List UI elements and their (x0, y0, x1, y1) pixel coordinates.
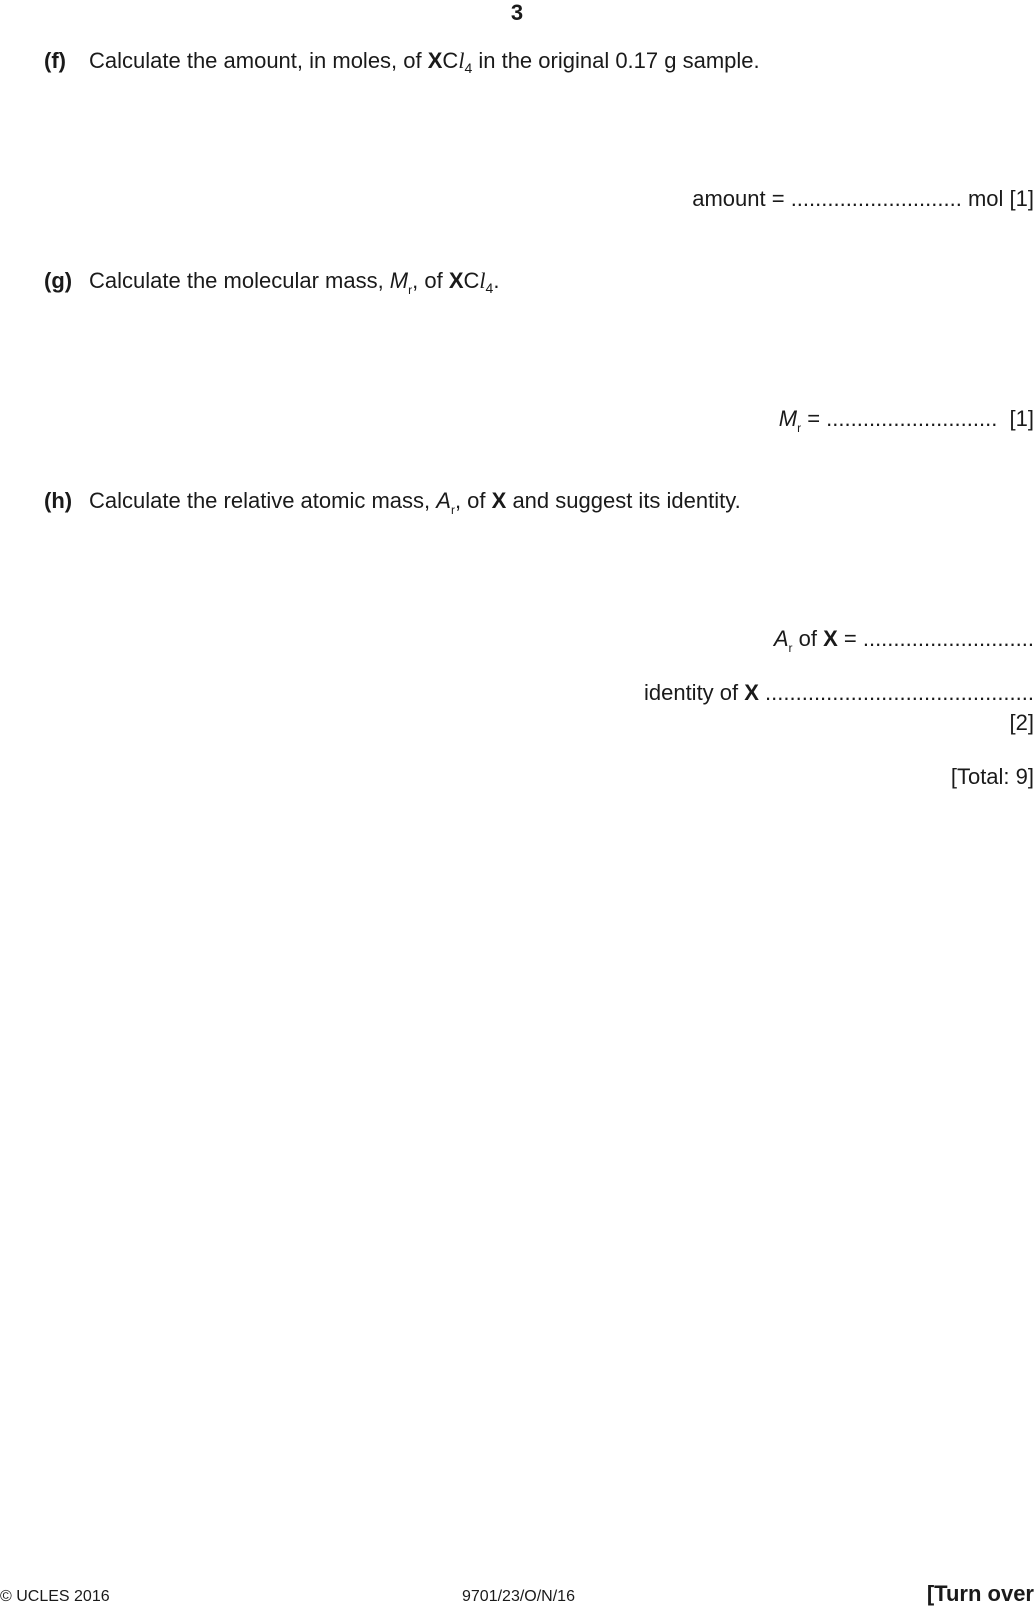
question-text-f: Calculate the amount, in moles, of XCl$_4$ in the original 0.17 g sample. (89, 48, 760, 76)
marks-g: [1] (997, 406, 1034, 431)
marks-f: [1] (1009, 186, 1034, 211)
page-number: 3 (510, 0, 524, 25)
answer-line-ar[interactable]: $A_r$ of X = ............................ (773, 626, 1034, 655)
total-marks: [Total: 9] (950, 764, 1034, 789)
answer-line-mr[interactable]: $M_r$ = ............................ [1] (778, 406, 1034, 435)
marks-h: [2] (1009, 710, 1034, 735)
question-text-g: Calculate the molecular mass, $M_r$, of XCl$_4$. (89, 268, 500, 297)
answer-line-amount[interactable]: amount = ............................ mol [1] (692, 186, 1034, 211)
footer-paper-code: 9701/23/O/N/16 (462, 1588, 575, 1605)
question-text-h: Calculate the relative atomic mass, $A_r$, of X and suggest its identity. (89, 488, 741, 517)
answer-line-identity[interactable]: identity of X ............................................ (643, 680, 1034, 705)
footer-copyright: © UCLES 2016 (0, 1588, 110, 1605)
footer-turn-over: [Turn over (926, 1581, 1034, 1606)
question-label-h: (h) (44, 488, 73, 513)
question-label-g: (g) (44, 268, 73, 293)
x-symbol: X (427, 48, 443, 73)
question-label-f: (f) (44, 48, 66, 73)
